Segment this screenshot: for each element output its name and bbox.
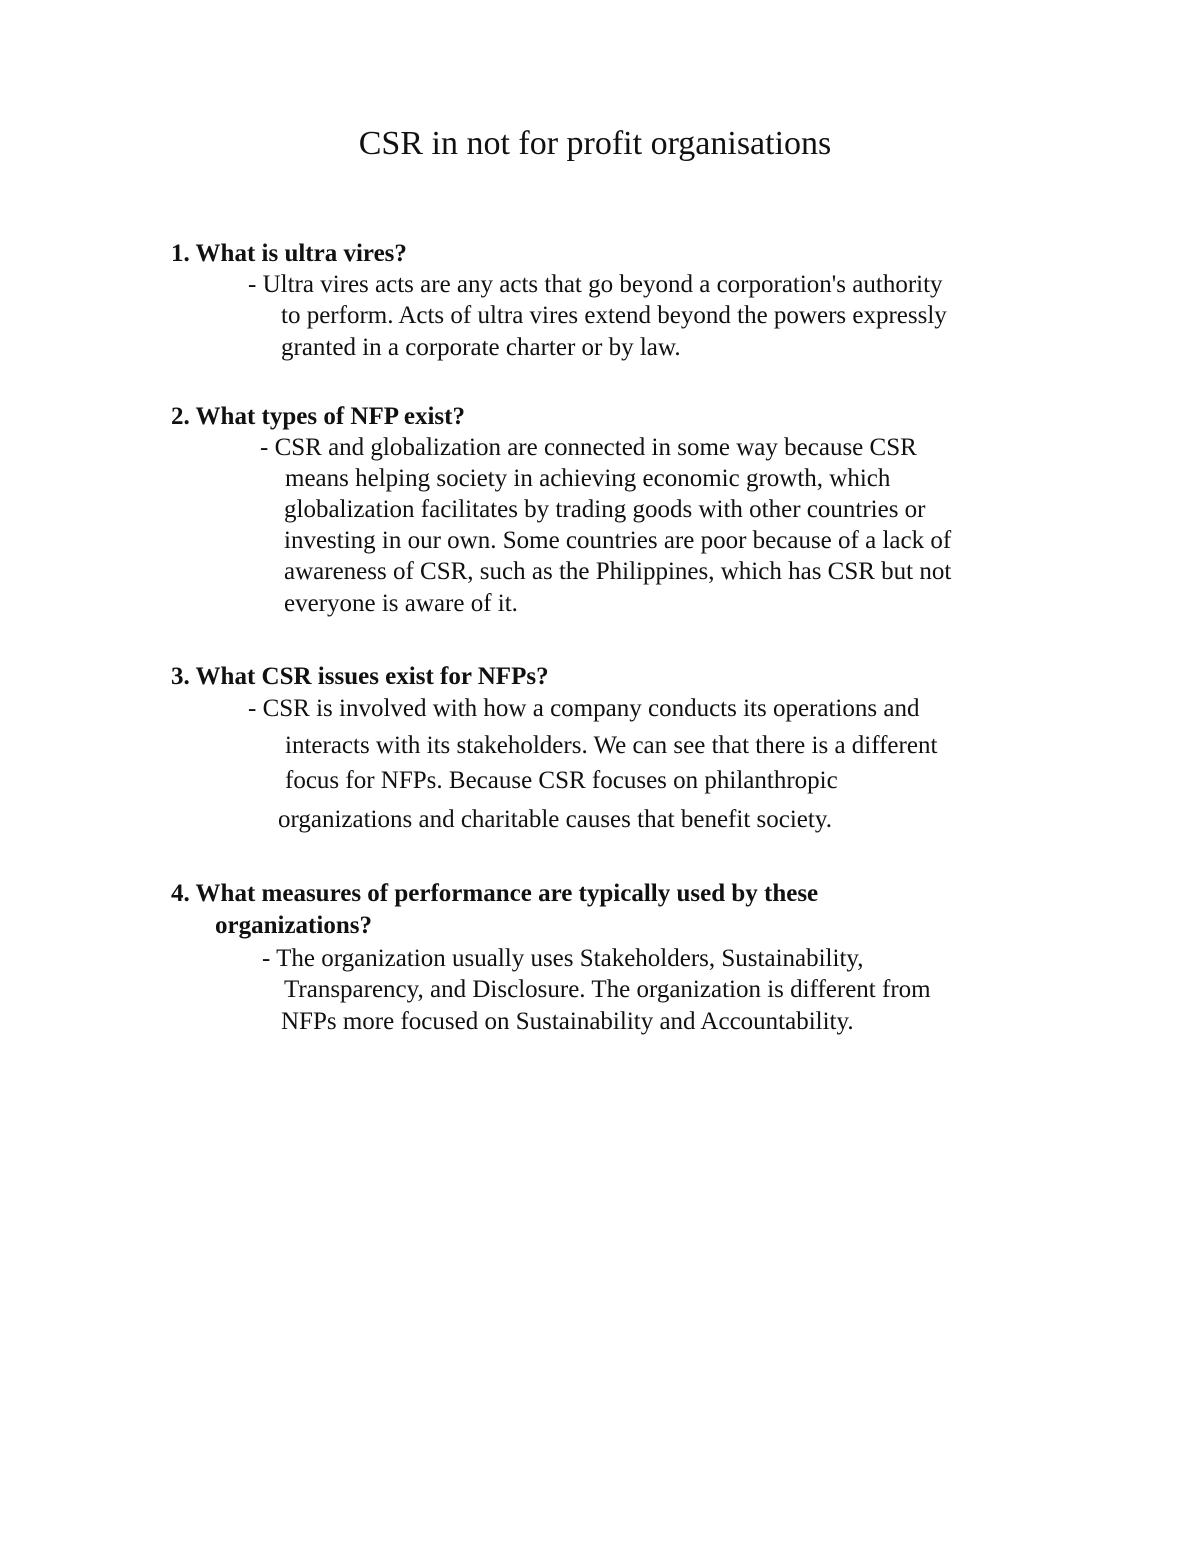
answer-3-line-3: focus for NFPs. Because CSR focuses on philanthropic	[285, 767, 838, 794]
answer-2-line-6: everyone is aware of it.	[284, 590, 518, 617]
document-title: CSR in not for profit organisations	[358, 125, 832, 162]
answer-1-line-3: granted in a corporate charter or by law.	[281, 334, 681, 361]
answer-3-line-2: interacts with its stakeholders. We can see that there is a different	[285, 732, 938, 759]
answer-4-line-1: - The organization usually uses Stakeholders, Sustainability,	[262, 945, 864, 972]
answer-2-line-4: investing in our own. Some countries are poor because of a lack of	[284, 527, 952, 554]
question-4-line-1: 4. What measures of performance are typically used by these	[171, 880, 819, 907]
answer-3-line-4: organizations and charitable causes that benefit society.	[278, 806, 832, 833]
question-1: 1. What is ultra vires?	[171, 240, 407, 267]
question-2: 2. What types of NFP exist?	[171, 403, 465, 430]
answer-1-line-1: - Ultra vires acts are any acts that go beyond a corporation's authority	[248, 271, 943, 298]
answer-3-line-1: - CSR is involved with how a company conducts its operations and	[248, 695, 920, 722]
answer-2-line-5: awareness of CSR, such as the Philippines, which has CSR but not	[284, 558, 952, 585]
question-4-line-2: organizations?	[215, 912, 372, 939]
question-3: 3. What CSR issues exist for NFPs?	[171, 663, 549, 690]
answer-4-line-3: NFPs more focused on Sustainability and Accountability.	[281, 1008, 854, 1035]
answer-1-line-2: to perform. Acts of ultra vires extend beyond the powers expressly	[281, 302, 947, 329]
answer-2-line-3: globalization facilitates by trading goods with other countries or	[284, 496, 926, 523]
answer-2-line-1: - CSR and globalization are connected in some way because CSR	[260, 434, 917, 461]
answer-2-line-2: means helping society in achieving economic growth, which	[285, 465, 891, 492]
answer-4-line-2: Transparency, and Disclosure. The organization is different from	[284, 976, 931, 1003]
